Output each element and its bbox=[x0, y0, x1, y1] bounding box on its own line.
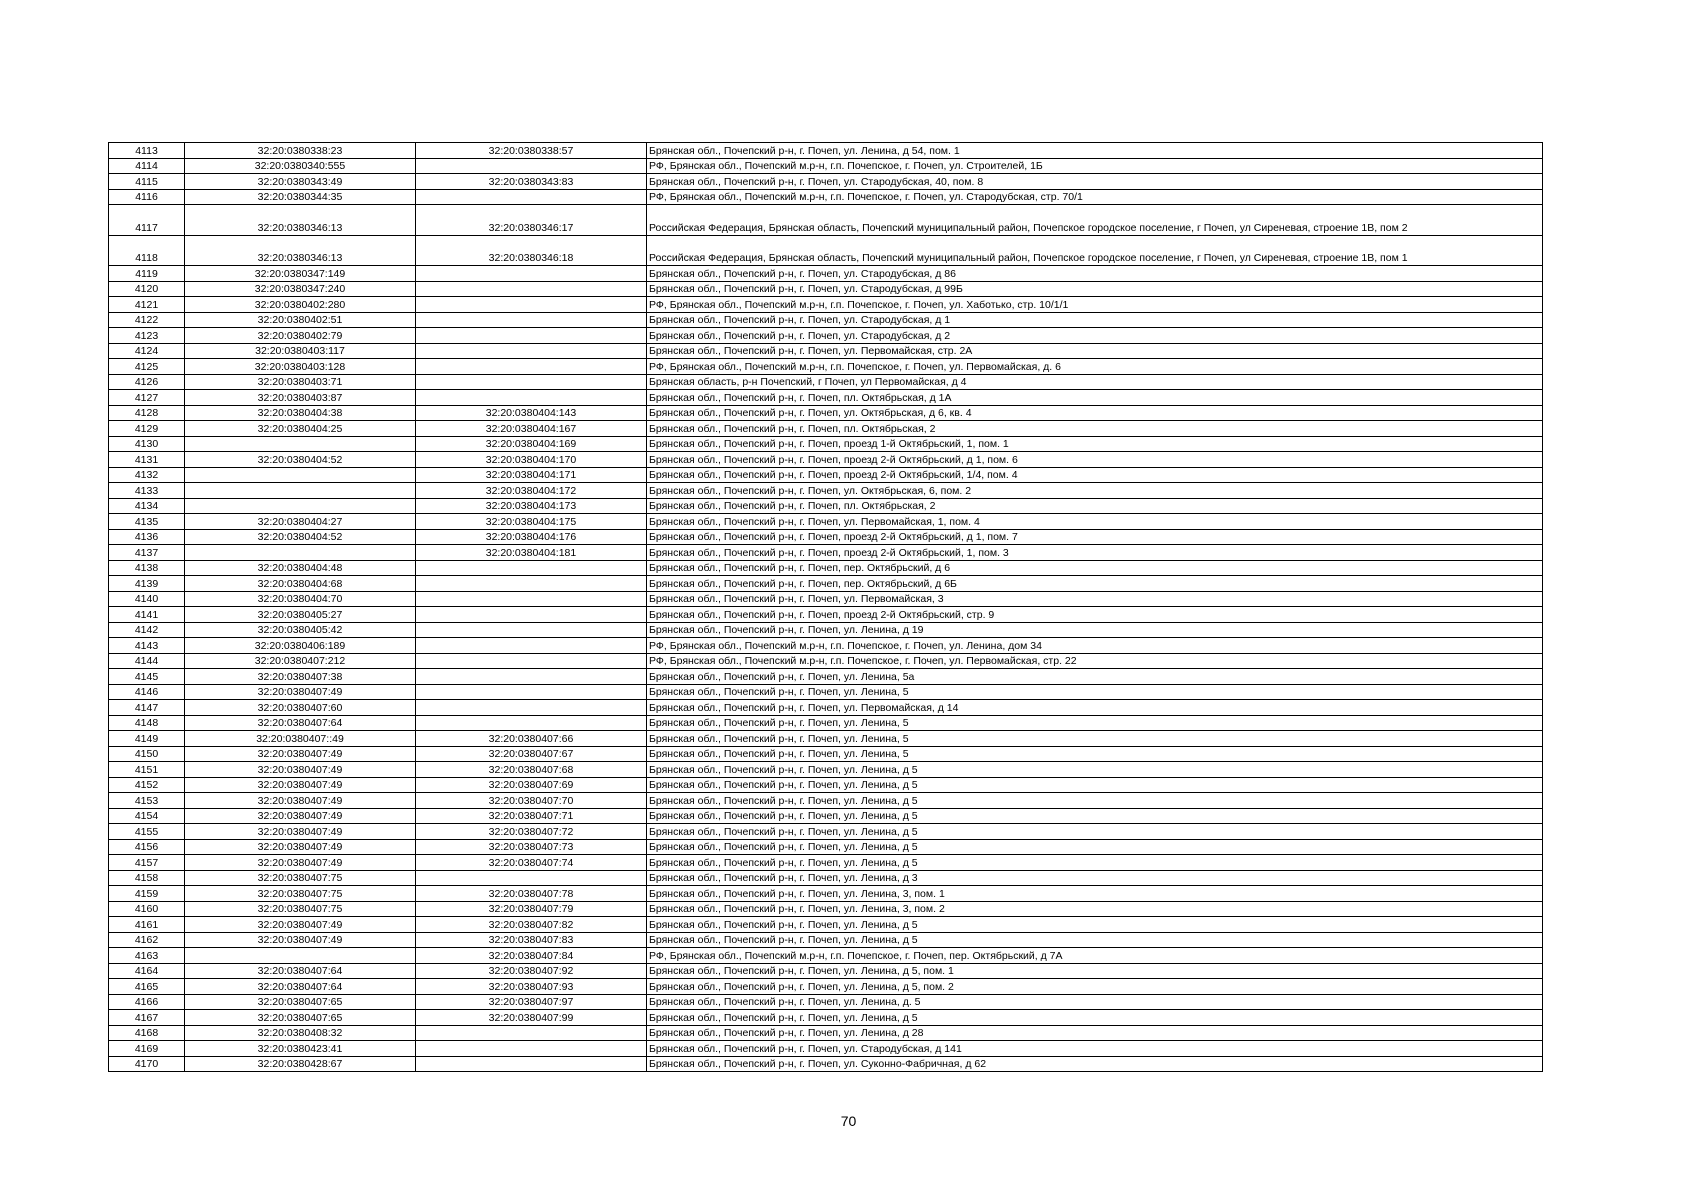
row-number-cell: 4132 bbox=[109, 467, 185, 483]
cadastral-number-cell: 32:20:0380407:64 bbox=[185, 979, 416, 995]
address-cell: РФ, Брянская обл., Почепский м.р-н, г.п. Почепское, г. Почеп, ул. Первомайская, д. 6 bbox=[647, 359, 1543, 375]
premises-number-cell: 32:20:0380404:181 bbox=[416, 545, 647, 561]
cadastral-number-cell: 32:20:0380404:52 bbox=[185, 452, 416, 468]
row-number-cell: 4124 bbox=[109, 343, 185, 359]
address-cell: Брянская обл., Почепский р-н, г. Почеп, ул. Октябрьская, 6, пом. 2 bbox=[647, 483, 1543, 499]
cadastral-number-cell: 32:20:0380407:49 bbox=[185, 762, 416, 778]
table-row bbox=[109, 762, 1543, 778]
row-number-cell: 4139 bbox=[109, 576, 185, 592]
premises-number-cell bbox=[416, 700, 647, 716]
table-row bbox=[109, 870, 1543, 886]
address-cell: Брянская обл., Почепский р-н, г. Почеп, ул. Ленина, 5 bbox=[647, 715, 1543, 731]
cadastral-number-cell: 32:20:0380407:38 bbox=[185, 669, 416, 685]
cadastral-number-cell: 32:20:0380403:117 bbox=[185, 343, 416, 359]
premises-number-cell bbox=[416, 374, 647, 390]
row-number-cell: 4125 bbox=[109, 359, 185, 375]
address-cell: Брянская обл., Почепский р-н, г. Почеп, ул. Ленина, д 5 bbox=[647, 1010, 1543, 1026]
cadastral-number-cell: 32:20:0380344:35 bbox=[185, 189, 416, 205]
address-cell: Брянская обл., Почепский р-н, г. Почеп, проезд 2-й Октябрьский, д 1, пом. 7 bbox=[647, 529, 1543, 545]
premises-number-cell: 32:20:0380404:143 bbox=[416, 405, 647, 421]
cadastral-number-cell: 32:20:0380407:49 bbox=[185, 793, 416, 809]
table-row bbox=[109, 669, 1543, 685]
premises-number-cell bbox=[416, 622, 647, 638]
row-number-cell: 4122 bbox=[109, 312, 185, 328]
address-cell: Брянская обл., Почепский р-н, г. Почеп, пер. Октябрьский, д 6Б bbox=[647, 576, 1543, 592]
row-number-cell: 4130 bbox=[109, 436, 185, 452]
address-cell: Брянская обл., Почепский р-н, г. Почеп, ул. Ленина, д 54, пом. 1 bbox=[647, 143, 1543, 159]
table-row bbox=[109, 374, 1543, 390]
table-row bbox=[109, 529, 1543, 545]
row-number-cell: 4145 bbox=[109, 669, 185, 685]
row-number-cell: 4151 bbox=[109, 762, 185, 778]
table-row bbox=[109, 1010, 1543, 1026]
address-cell: РФ, Брянская обл., Почепский м.р-н, г.п. Почепское, г. Почеп, ул. Первомайская, стр. 22 bbox=[647, 653, 1543, 669]
row-number-cell: 4146 bbox=[109, 684, 185, 700]
cadastral-number-cell: 32:20:0380338:23 bbox=[185, 143, 416, 159]
row-number-cell: 4148 bbox=[109, 715, 185, 731]
address-cell: Брянская обл., Почепский р-н, г. Почеп, ул. Ленина, д 28 bbox=[647, 1025, 1543, 1041]
row-number-cell: 4123 bbox=[109, 328, 185, 344]
row-number-cell: 4166 bbox=[109, 994, 185, 1010]
table-row bbox=[109, 266, 1543, 282]
premises-number-cell: 32:20:0380407:93 bbox=[416, 979, 647, 995]
table-row bbox=[109, 994, 1543, 1010]
cadastral-number-cell: 32:20:0380407:49 bbox=[185, 808, 416, 824]
premises-number-cell: 32:20:0380404:170 bbox=[416, 452, 647, 468]
address-cell: РФ, Брянская обл., Почепский м.р-н, г.п. Почепское, г. Почеп, ул. Строителей, 1Б bbox=[647, 158, 1543, 174]
cadastral-number-cell: 32:20:0380403:87 bbox=[185, 390, 416, 406]
premises-number-cell: 32:20:0380407:82 bbox=[416, 917, 647, 933]
cadastral-number-cell: 32:20:0380346:13 bbox=[185, 235, 416, 266]
cadastral-number-cell: 32:20:0380428:67 bbox=[185, 1056, 416, 1072]
row-number-cell: 4113 bbox=[109, 143, 185, 159]
cadastral-number-cell: 32:20:0380347:149 bbox=[185, 266, 416, 282]
premises-number-cell: 32:20:0380404:175 bbox=[416, 514, 647, 530]
address-cell: Брянская обл., Почепский р-н, г. Почеп, ул. Стародубская, 40, пом. 8 bbox=[647, 174, 1543, 190]
address-cell: Брянская обл., Почепский р-н, г. Почеп, проезд 2-й Октябрьский, д 1, пом. 6 bbox=[647, 452, 1543, 468]
table-row bbox=[109, 1025, 1543, 1041]
table-row bbox=[109, 932, 1543, 948]
address-cell: Брянская область, р-н Почепский, г Почеп, ул Первомайская, д 4 bbox=[647, 374, 1543, 390]
cadastral-number-cell: 32:20:0380403:128 bbox=[185, 359, 416, 375]
premises-number-cell: 32:20:0380346:18 bbox=[416, 235, 647, 266]
premises-number-cell bbox=[416, 1041, 647, 1057]
address-cell: Брянская обл., Почепский р-н, г. Почеп, ул. Суконно-Фабричная, д 62 bbox=[647, 1056, 1543, 1072]
address-cell: Российская Федерация, Брянская область, Почепский муниципальный район, Почепское городское поселение, г Почеп, ул Сиреневая, строение 1В, пом 1 bbox=[647, 235, 1543, 266]
premises-number-cell: 32:20:0380407:72 bbox=[416, 824, 647, 840]
table-row bbox=[109, 777, 1543, 793]
cadastral-number-cell: 32:20:0380404:68 bbox=[185, 576, 416, 592]
address-cell: Брянская обл., Почепский р-н, г. Почеп, проезд 2-й Октябрьский, 1, пом. 3 bbox=[647, 545, 1543, 561]
address-cell: Брянская обл., Почепский р-н, г. Почеп, ул. Ленина, д 3 bbox=[647, 870, 1543, 886]
premises-number-cell bbox=[416, 158, 647, 174]
table-row bbox=[109, 560, 1543, 576]
address-cell: Брянская обл., Почепский р-н, г. Почеп, ул. Ленина, 5 bbox=[647, 684, 1543, 700]
premises-number-cell bbox=[416, 359, 647, 375]
row-number-cell: 4117 bbox=[109, 205, 185, 236]
table-row bbox=[109, 235, 1543, 266]
premises-number-cell: 32:20:0380404:172 bbox=[416, 483, 647, 499]
premises-number-cell bbox=[416, 189, 647, 205]
row-number-cell: 4161 bbox=[109, 917, 185, 933]
premises-number-cell: 32:20:0380404:169 bbox=[416, 436, 647, 452]
property-table-body bbox=[109, 143, 1543, 1072]
table-row bbox=[109, 1056, 1543, 1072]
row-number-cell: 4168 bbox=[109, 1025, 185, 1041]
premises-number-cell: 32:20:0380346:17 bbox=[416, 205, 647, 236]
premises-number-cell: 32:20:0380404:173 bbox=[416, 498, 647, 514]
cadastral-number-cell: 32:20:0380407:49 bbox=[185, 746, 416, 762]
cadastral-number-cell: 32:20:0380407:49 bbox=[185, 855, 416, 871]
row-number-cell: 4137 bbox=[109, 545, 185, 561]
table-row bbox=[109, 436, 1543, 452]
address-cell: Брянская обл., Почепский р-н, г. Почеп, ул. Ленина, д. 5 bbox=[647, 994, 1543, 1010]
row-number-cell: 4143 bbox=[109, 638, 185, 654]
cadastral-number-cell: 32:20:0380407:75 bbox=[185, 886, 416, 902]
row-number-cell: 4141 bbox=[109, 607, 185, 623]
row-number-cell: 4159 bbox=[109, 886, 185, 902]
premises-number-cell bbox=[416, 715, 647, 731]
premises-number-cell bbox=[416, 638, 647, 654]
premises-number-cell: 32:20:0380407:97 bbox=[416, 994, 647, 1010]
cadastral-number-cell: 32:20:0380343:49 bbox=[185, 174, 416, 190]
address-cell: Брянская обл., Почепский р-н, г. Почеп, ул. Первомайская, д 14 bbox=[647, 700, 1543, 716]
cadastral-number-cell: 32:20:0380407:212 bbox=[185, 653, 416, 669]
premises-number-cell: 32:20:0380407:66 bbox=[416, 731, 647, 747]
cadastral-number-cell bbox=[185, 948, 416, 964]
property-table bbox=[108, 142, 1543, 1072]
cadastral-number-cell: 32:20:0380404:48 bbox=[185, 560, 416, 576]
premises-number-cell: 32:20:0380407:99 bbox=[416, 1010, 647, 1026]
table-row bbox=[109, 684, 1543, 700]
address-cell: Российская Федерация, Брянская область, Почепский муниципальный район, Почепское городское поселение, г Почеп, ул Сиреневая, строение 1В, пом 2 bbox=[647, 205, 1543, 236]
address-cell: Брянская обл., Почепский р-н, г. Почеп, ул. Ленина, д 5 bbox=[647, 777, 1543, 793]
premises-number-cell bbox=[416, 607, 647, 623]
cadastral-number-cell: 32:20:0380402:79 bbox=[185, 328, 416, 344]
table-row bbox=[109, 793, 1543, 809]
row-number-cell: 4131 bbox=[109, 452, 185, 468]
row-number-cell: 4165 bbox=[109, 979, 185, 995]
address-cell: Брянская обл., Почепский р-н, г. Почеп, ул. Первомайская, 3 bbox=[647, 591, 1543, 607]
address-cell: Брянская обл., Почепский р-н, г. Почеп, ул. Октябрьская, д 6, кв. 4 bbox=[647, 405, 1543, 421]
address-cell: Брянская обл., Почепский р-н, г. Почеп, ул. Ленина, д 19 bbox=[647, 622, 1543, 638]
table-row bbox=[109, 607, 1543, 623]
premises-number-cell bbox=[416, 576, 647, 592]
table-row bbox=[109, 886, 1543, 902]
premises-number-cell: 32:20:0380407:73 bbox=[416, 839, 647, 855]
table-row bbox=[109, 700, 1543, 716]
cadastral-number-cell: 32:20:0380403:71 bbox=[185, 374, 416, 390]
address-cell: Брянская обл., Почепский р-н, г. Почеп, пл. Октябрьская, 2 bbox=[647, 421, 1543, 437]
table-row bbox=[109, 653, 1543, 669]
table-row bbox=[109, 174, 1543, 190]
premises-number-cell bbox=[416, 870, 647, 886]
table-row bbox=[109, 545, 1543, 561]
cadastral-number-cell: 32:20:0380402:51 bbox=[185, 312, 416, 328]
row-number-cell: 4156 bbox=[109, 839, 185, 855]
address-cell: Брянская обл., Почепский р-н, г. Почеп, проезд 2-й Октябрьский, 1/4, пом. 4 bbox=[647, 467, 1543, 483]
row-number-cell: 4126 bbox=[109, 374, 185, 390]
cadastral-number-cell: 32:20:0380407:49 bbox=[185, 824, 416, 840]
address-cell: Брянская обл., Почепский р-н, г. Почеп, ул. Ленина, д 5 bbox=[647, 824, 1543, 840]
cadastral-number-cell: 32:20:0380407:49 bbox=[185, 684, 416, 700]
row-number-cell: 4138 bbox=[109, 560, 185, 576]
table-row bbox=[109, 917, 1543, 933]
row-number-cell: 4169 bbox=[109, 1041, 185, 1057]
row-number-cell: 4129 bbox=[109, 421, 185, 437]
premises-number-cell: 32:20:0380407:69 bbox=[416, 777, 647, 793]
premises-number-cell: 32:20:0380404:171 bbox=[416, 467, 647, 483]
row-number-cell: 4121 bbox=[109, 297, 185, 313]
row-number-cell: 4158 bbox=[109, 870, 185, 886]
address-cell: РФ, Брянская обл., Почепский м.р-н, г.п. Почепское, г. Почеп, пер. Октябрьский, д 7А bbox=[647, 948, 1543, 964]
table-row bbox=[109, 839, 1543, 855]
address-cell: Брянская обл., Почепский р-н, г. Почеп, ул. Ленина, д 5, пом. 2 bbox=[647, 979, 1543, 995]
address-cell: Брянская обл., Почепский р-н, г. Почеп, ул. Ленина, 5 bbox=[647, 731, 1543, 747]
cadastral-number-cell: 32:20:0380347:240 bbox=[185, 281, 416, 297]
row-number-cell: 4154 bbox=[109, 808, 185, 824]
address-cell: Брянская обл., Почепский р-н, г. Почеп, ул. Ленина, д 5 bbox=[647, 839, 1543, 855]
cadastral-number-cell bbox=[185, 545, 416, 561]
table-row bbox=[109, 824, 1543, 840]
table-row bbox=[109, 421, 1543, 437]
premises-number-cell: 32:20:0380338:57 bbox=[416, 143, 647, 159]
premises-number-cell: 32:20:0380407:84 bbox=[416, 948, 647, 964]
cadastral-number-cell: 32:20:0380407:49 bbox=[185, 777, 416, 793]
address-cell: Брянская обл., Почепский р-н, г. Почеп, ул. Ленина, 3, пом. 2 bbox=[647, 901, 1543, 917]
premises-number-cell: 32:20:0380404:176 bbox=[416, 529, 647, 545]
table-row bbox=[109, 576, 1543, 592]
premises-number-cell bbox=[416, 1025, 647, 1041]
table-row bbox=[109, 901, 1543, 917]
premises-number-cell bbox=[416, 312, 647, 328]
table-row bbox=[109, 359, 1543, 375]
cadastral-number-cell bbox=[185, 483, 416, 499]
premises-number-cell bbox=[416, 266, 647, 282]
cadastral-number-cell: 32:20:0380340:555 bbox=[185, 158, 416, 174]
row-number-cell: 4147 bbox=[109, 700, 185, 716]
row-number-cell: 4118 bbox=[109, 235, 185, 266]
premises-number-cell: 32:20:0380343:83 bbox=[416, 174, 647, 190]
cadastral-number-cell: 32:20:0380407:75 bbox=[185, 870, 416, 886]
cadastral-number-cell: 32:20:0380404:25 bbox=[185, 421, 416, 437]
table-row bbox=[109, 405, 1543, 421]
cadastral-number-cell: 32:20:0380407:75 bbox=[185, 901, 416, 917]
cadastral-number-cell: 32:20:0380404:27 bbox=[185, 514, 416, 530]
address-cell: Брянская обл., Почепский р-н, г. Почеп, пер. Октябрьский, д 6 bbox=[647, 560, 1543, 576]
table-row bbox=[109, 452, 1543, 468]
table-row bbox=[109, 591, 1543, 607]
premises-number-cell: 32:20:0380407:67 bbox=[416, 746, 647, 762]
row-number-cell: 4142 bbox=[109, 622, 185, 638]
table-row bbox=[109, 731, 1543, 747]
address-cell: РФ, Брянская обл., Почепский м.р-н, г.п. Почепское, г. Почеп, ул. Хаботько, стр. 10/1/1 bbox=[647, 297, 1543, 313]
cadastral-number-cell: 32:20:0380407:49 bbox=[185, 917, 416, 933]
premises-number-cell bbox=[416, 560, 647, 576]
premises-number-cell: 32:20:0380407:92 bbox=[416, 963, 647, 979]
table-row bbox=[109, 622, 1543, 638]
address-cell: Брянская обл., Почепский р-н, г. Почеп, ул. Первомайская, 1, пом. 4 bbox=[647, 514, 1543, 530]
row-number-cell: 4164 bbox=[109, 963, 185, 979]
table-row bbox=[109, 1041, 1543, 1057]
table-row bbox=[109, 390, 1543, 406]
row-number-cell: 4150 bbox=[109, 746, 185, 762]
premises-number-cell bbox=[416, 343, 647, 359]
table-row bbox=[109, 483, 1543, 499]
address-cell: Брянская обл., Почепский р-н, г. Почеп, ул. Стародубская, д 141 bbox=[647, 1041, 1543, 1057]
premises-number-cell: 32:20:0380404:167 bbox=[416, 421, 647, 437]
table-row bbox=[109, 205, 1543, 236]
premises-number-cell bbox=[416, 1056, 647, 1072]
table-row bbox=[109, 963, 1543, 979]
row-number-cell: 4128 bbox=[109, 405, 185, 421]
cadastral-number-cell: 32:20:0380346:13 bbox=[185, 205, 416, 236]
premises-number-cell: 32:20:0380407:68 bbox=[416, 762, 647, 778]
table-row bbox=[109, 808, 1543, 824]
premises-number-cell: 32:20:0380407:83 bbox=[416, 932, 647, 948]
row-number-cell: 4115 bbox=[109, 174, 185, 190]
premises-number-cell bbox=[416, 328, 647, 344]
address-cell: Брянская обл., Почепский р-н, г. Почеп, ул. Ленина, 3, пом. 1 bbox=[647, 886, 1543, 902]
cadastral-number-cell: 32:20:0380423:41 bbox=[185, 1041, 416, 1057]
table-row bbox=[109, 189, 1543, 205]
row-number-cell: 4152 bbox=[109, 777, 185, 793]
address-cell: Брянская обл., Почепский р-н, г. Почеп, ул. Ленина, д 5 bbox=[647, 932, 1543, 948]
address-cell: Брянская обл., Почепский р-н, г. Почеп, проезд 2-й Октябрьский, стр. 9 bbox=[647, 607, 1543, 623]
table-row bbox=[109, 143, 1543, 159]
row-number-cell: 4114 bbox=[109, 158, 185, 174]
row-number-cell: 4144 bbox=[109, 653, 185, 669]
premises-number-cell bbox=[416, 297, 647, 313]
address-cell: Брянская обл., Почепский р-н, г. Почеп, ул. Первомайская, стр. 2А bbox=[647, 343, 1543, 359]
address-cell: Брянская обл., Почепский р-н, г. Почеп, ул. Ленина, д 5 bbox=[647, 793, 1543, 809]
table-row bbox=[109, 855, 1543, 871]
address-cell: Брянская обл., Почепский р-н, г. Почеп, ул. Ленина, 5а bbox=[647, 669, 1543, 685]
row-number-cell: 4116 bbox=[109, 189, 185, 205]
cadastral-number-cell: 32:20:0380407:65 bbox=[185, 1010, 416, 1026]
premises-number-cell: 32:20:0380407:70 bbox=[416, 793, 647, 809]
table-row bbox=[109, 514, 1543, 530]
row-number-cell: 4127 bbox=[109, 390, 185, 406]
address-cell: Брянская обл., Почепский р-н, г. Почеп, ул. Ленина, д 5 bbox=[647, 917, 1543, 933]
table-row bbox=[109, 948, 1543, 964]
cadastral-number-cell: 32:20:0380407:65 bbox=[185, 994, 416, 1010]
row-number-cell: 4153 bbox=[109, 793, 185, 809]
address-cell: Брянская обл., Почепский р-н, г. Почеп, пл. Октябрьская, 2 bbox=[647, 498, 1543, 514]
address-cell: Брянская обл., Почепский р-н, г. Почеп, ул. Ленина, 5 bbox=[647, 746, 1543, 762]
cadastral-number-cell bbox=[185, 467, 416, 483]
row-number-cell: 4136 bbox=[109, 529, 185, 545]
cadastral-number-cell bbox=[185, 498, 416, 514]
address-cell: Брянская обл., Почепский р-н, г. Почеп, ул. Стародубская, д 86 bbox=[647, 266, 1543, 282]
table-row bbox=[109, 158, 1543, 174]
row-number-cell: 4167 bbox=[109, 1010, 185, 1026]
premises-number-cell: 32:20:0380407:74 bbox=[416, 855, 647, 871]
table-row bbox=[109, 312, 1543, 328]
table-row bbox=[109, 297, 1543, 313]
page-number: 70 bbox=[840, 1113, 857, 1129]
row-number-cell: 4135 bbox=[109, 514, 185, 530]
row-number-cell: 4140 bbox=[109, 591, 185, 607]
cadastral-number-cell: 32:20:0380407::49 bbox=[185, 731, 416, 747]
row-number-cell: 4162 bbox=[109, 932, 185, 948]
premises-number-cell bbox=[416, 591, 647, 607]
premises-number-cell: 32:20:0380407:78 bbox=[416, 886, 647, 902]
row-number-cell: 4119 bbox=[109, 266, 185, 282]
row-number-cell: 4155 bbox=[109, 824, 185, 840]
premises-number-cell: 32:20:0380407:79 bbox=[416, 901, 647, 917]
table-row bbox=[109, 715, 1543, 731]
address-cell: Брянская обл., Почепский р-н, г. Почеп, ул. Ленина, д 5 bbox=[647, 808, 1543, 824]
cadastral-number-cell: 32:20:0380407:49 bbox=[185, 932, 416, 948]
address-cell: РФ, Брянская обл., Почепский м.р-н, г.п. Почепское, г. Почеп, ул. Ленина, дом 34 bbox=[647, 638, 1543, 654]
cadastral-number-cell: 32:20:0380407:60 bbox=[185, 700, 416, 716]
address-cell: РФ, Брянская обл., Почепский м.р-н, г.п. Почепское, г. Почеп, ул. Стародубская, стр. 70/1 bbox=[647, 189, 1543, 205]
premises-number-cell bbox=[416, 684, 647, 700]
cadastral-number-cell: 32:20:0380404:38 bbox=[185, 405, 416, 421]
cadastral-number-cell: 32:20:0380407:64 bbox=[185, 715, 416, 731]
address-cell: Брянская обл., Почепский р-н, г. Почеп, пл. Октябрьская, д 1А bbox=[647, 390, 1543, 406]
table-row bbox=[109, 498, 1543, 514]
cadastral-number-cell: 32:20:0380407:64 bbox=[185, 963, 416, 979]
cadastral-number-cell: 32:20:0380405:27 bbox=[185, 607, 416, 623]
row-number-cell: 4160 bbox=[109, 901, 185, 917]
cadastral-number-cell: 32:20:0380404:52 bbox=[185, 529, 416, 545]
cadastral-number-cell: 32:20:0380404:70 bbox=[185, 591, 416, 607]
row-number-cell: 4157 bbox=[109, 855, 185, 871]
row-number-cell: 4120 bbox=[109, 281, 185, 297]
table-row bbox=[109, 467, 1543, 483]
address-cell: Брянская обл., Почепский р-н, г. Почеп, ул. Стародубская, д 99Б bbox=[647, 281, 1543, 297]
row-number-cell: 4170 bbox=[109, 1056, 185, 1072]
address-cell: Брянская обл., Почепский р-н, г. Почеп, ул. Ленина, д 5 bbox=[647, 762, 1543, 778]
table-row bbox=[109, 281, 1543, 297]
row-number-cell: 4149 bbox=[109, 731, 185, 747]
address-cell: Брянская обл., Почепский р-н, г. Почеп, ул. Ленина, д 5 bbox=[647, 855, 1543, 871]
address-cell: Брянская обл., Почепский р-н, г. Почеп, проезд 1-й Октябрьский, 1, пом. 1 bbox=[647, 436, 1543, 452]
premises-number-cell bbox=[416, 653, 647, 669]
address-cell: Брянская обл., Почепский р-н, г. Почеп, ул. Ленина, д 5, пом. 1 bbox=[647, 963, 1543, 979]
cadastral-number-cell: 32:20:0380402:280 bbox=[185, 297, 416, 313]
table-row bbox=[109, 343, 1543, 359]
table-row bbox=[109, 979, 1543, 995]
cadastral-number-cell bbox=[185, 436, 416, 452]
premises-number-cell bbox=[416, 669, 647, 685]
table-row bbox=[109, 328, 1543, 344]
row-number-cell: 4163 bbox=[109, 948, 185, 964]
cadastral-number-cell: 32:20:0380405:42 bbox=[185, 622, 416, 638]
table-row bbox=[109, 746, 1543, 762]
cadastral-number-cell: 32:20:0380406:189 bbox=[185, 638, 416, 654]
address-cell: Брянская обл., Почепский р-н, г. Почеп, ул. Стародубская, д 2 bbox=[647, 328, 1543, 344]
row-number-cell: 4133 bbox=[109, 483, 185, 499]
row-number-cell: 4134 bbox=[109, 498, 185, 514]
premises-number-cell bbox=[416, 390, 647, 406]
cadastral-number-cell: 32:20:0380408:32 bbox=[185, 1025, 416, 1041]
premises-number-cell: 32:20:0380407:71 bbox=[416, 808, 647, 824]
premises-number-cell bbox=[416, 281, 647, 297]
address-cell: Брянская обл., Почепский р-н, г. Почеп, ул. Стародубская, д 1 bbox=[647, 312, 1543, 328]
cadastral-number-cell: 32:20:0380407:49 bbox=[185, 839, 416, 855]
table-row bbox=[109, 638, 1543, 654]
